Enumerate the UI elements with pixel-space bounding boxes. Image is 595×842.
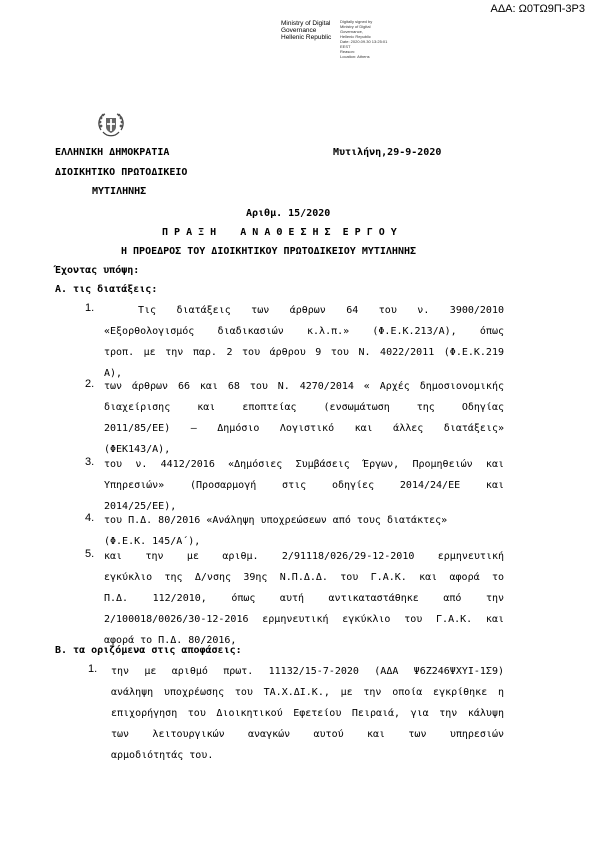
list-item xyxy=(104,376,504,460)
item-line: του ν. 4412/2016 «Δημόσιες Συμβάσεις Έργων, Προμηθειών και xyxy=(104,459,504,470)
signature-org-line: Ministry of Digital xyxy=(281,20,331,27)
list-item xyxy=(104,454,504,517)
signature-detail-line: Digitally signed by xyxy=(340,19,373,24)
coat-of-arms-icon xyxy=(95,110,127,142)
item-number: 1. xyxy=(85,302,95,314)
item-line: του Π.Δ. 80/2016 «Ανάληψη υποχρεώσεων από τους διατάκτες» xyxy=(104,515,448,526)
item-line: ανάληψη υποχρέωσης του ΤΑ.Χ.ΔΙ.Κ., με την οποία εγκρίθηκε η xyxy=(111,687,504,698)
document-subtitle: Η ΠΡΟΕΔΡΟΣ ΤΟΥ ΔΙΟΙΚΗΤΙΚΟΥ ΠΡΩΤΟΔΙΚΕΙΟΥ ΜΥΤΙΛΗΝΗΣ xyxy=(121,246,417,257)
item-line: αφορά το Π.Δ. 80/2016, xyxy=(104,635,237,646)
section-a-heading: Α. τις διατάξεις: xyxy=(55,284,158,295)
item-number: 4. xyxy=(85,512,95,524)
list-item xyxy=(111,661,504,766)
document-number: Αριθμ. 15/2020 xyxy=(246,208,331,219)
item-line: των λειτουργικών αναγκών αυτού και των υπηρεσιών xyxy=(111,729,504,740)
item-line: 2/100018/0026/30-12-2016 ερμηνευτική εγκύκλιο του Γ.Α.Κ. και xyxy=(104,614,504,625)
header-left-line: ΜΥΤΙΛΗΝΗΣ xyxy=(92,186,147,197)
ada-code: ΑΔΑ: Ω0ΤΩ9Π-3Ρ3 xyxy=(490,3,585,15)
item-line: εγκύκλιο της Δ/νσης 39ης Ν.Π.Δ.Δ. του Γ.Α.Κ. και αφορά το xyxy=(104,572,504,583)
signature-org-line: Governance xyxy=(281,27,317,34)
item-line: «Εξορθολογισμός διαδικασιών κ.λ.π.» (Φ.Ε.Κ.213/Α), όπως xyxy=(104,326,504,337)
signature-detail-line: Reason: xyxy=(340,49,355,54)
item-number: 1. xyxy=(88,663,98,675)
item-number: 5. xyxy=(85,548,95,560)
item-line: 2011/85/ΕΕ) – Δημόσιο Λογιστικό και άλλες διατάξεις» xyxy=(104,423,504,434)
signature-detail-line: EEST xyxy=(340,44,351,49)
item-line: Π.Δ. 112/2010, όπως αυτή αντικαταστάθηκε από την xyxy=(104,593,504,604)
list-item xyxy=(104,546,504,651)
item-line: Α), xyxy=(104,368,123,379)
digital-signature-org xyxy=(281,20,331,41)
header-left-line: ΕΛΛΗΝΙΚΗ ΔΗΜΟΚΡΑΤΙΑ xyxy=(55,147,170,158)
item-line: (Φ.Ε.Κ. 145/Α΄), xyxy=(104,536,201,547)
item-line: αρμοδιότητάς του. xyxy=(111,750,214,761)
signature-detail-line: Ministry of Digital xyxy=(340,24,371,29)
header-left-line: ΔΙΟΙΚΗΤΙΚΟ ΠΡΩΤΟΔΙΚΕΙΟ xyxy=(55,167,188,178)
signature-org-line: Hellenic Republic xyxy=(281,34,332,41)
item-line: επιχορήγηση του Διοικητικού Εφετείου Πειραιά, για την κάλυψη xyxy=(111,708,504,719)
item-number: 3. xyxy=(85,456,95,468)
intro-text: Έχοντας υπόψη: xyxy=(55,265,140,276)
item-line: τροπ. με την παρ. 2 του άρθρου 9 του Ν. 4022/2011 (Φ.Ε.Κ.219 xyxy=(104,347,504,358)
signature-detail-line: Hellenic Republic xyxy=(340,34,371,39)
signature-detail-line: Date: 2020.09.30 13:25:01 xyxy=(340,39,388,44)
item-line: και την με αριθμ. 2/91118/026/29-12-2010 ερμηνευτική xyxy=(104,551,504,562)
digital-signature-details xyxy=(340,19,387,59)
item-line: των άρθρων 66 και 68 του Ν. 4270/2014 « Αρχές δημοσιονομικής xyxy=(104,381,504,392)
section-b-heading: Β. τα οριζόμενα στις αποφάσεις: xyxy=(55,645,242,656)
item-line: (ΦΕΚ143/Α), xyxy=(104,444,171,455)
item-number: 2. xyxy=(85,378,95,390)
item-line: Υπηρεσιών» (Προσαρμογή στις οδηγίες 2014/24/ΕΕ και xyxy=(104,480,504,491)
item-line: Τις διατάξεις των άρθρων 64 του ν. 3900/2010 xyxy=(138,305,504,316)
header-date: Μυτιλήνη,29-9-2020 xyxy=(333,147,442,158)
document-title: Π Ρ Α Ξ Η Α Ν Α Θ Ε Σ Η Σ Ε Ρ Γ Ο Υ xyxy=(162,227,397,238)
item-line: την με αριθμό πρωτ. 11132/15-7-2020 (ΑΔΑ Ψ6Ζ246ΨΧΥΙ-1Σ9) xyxy=(111,666,504,677)
signature-detail-line: Governance, xyxy=(340,29,363,34)
list-item xyxy=(104,300,504,384)
item-line: 2014/25/ΕΕ), xyxy=(104,501,177,512)
item-line: διαχείρισης και εποπτείας (ενσωμάτωση της Οδηγίας xyxy=(104,402,504,413)
signature-detail-line: Location: Athens xyxy=(340,54,370,59)
